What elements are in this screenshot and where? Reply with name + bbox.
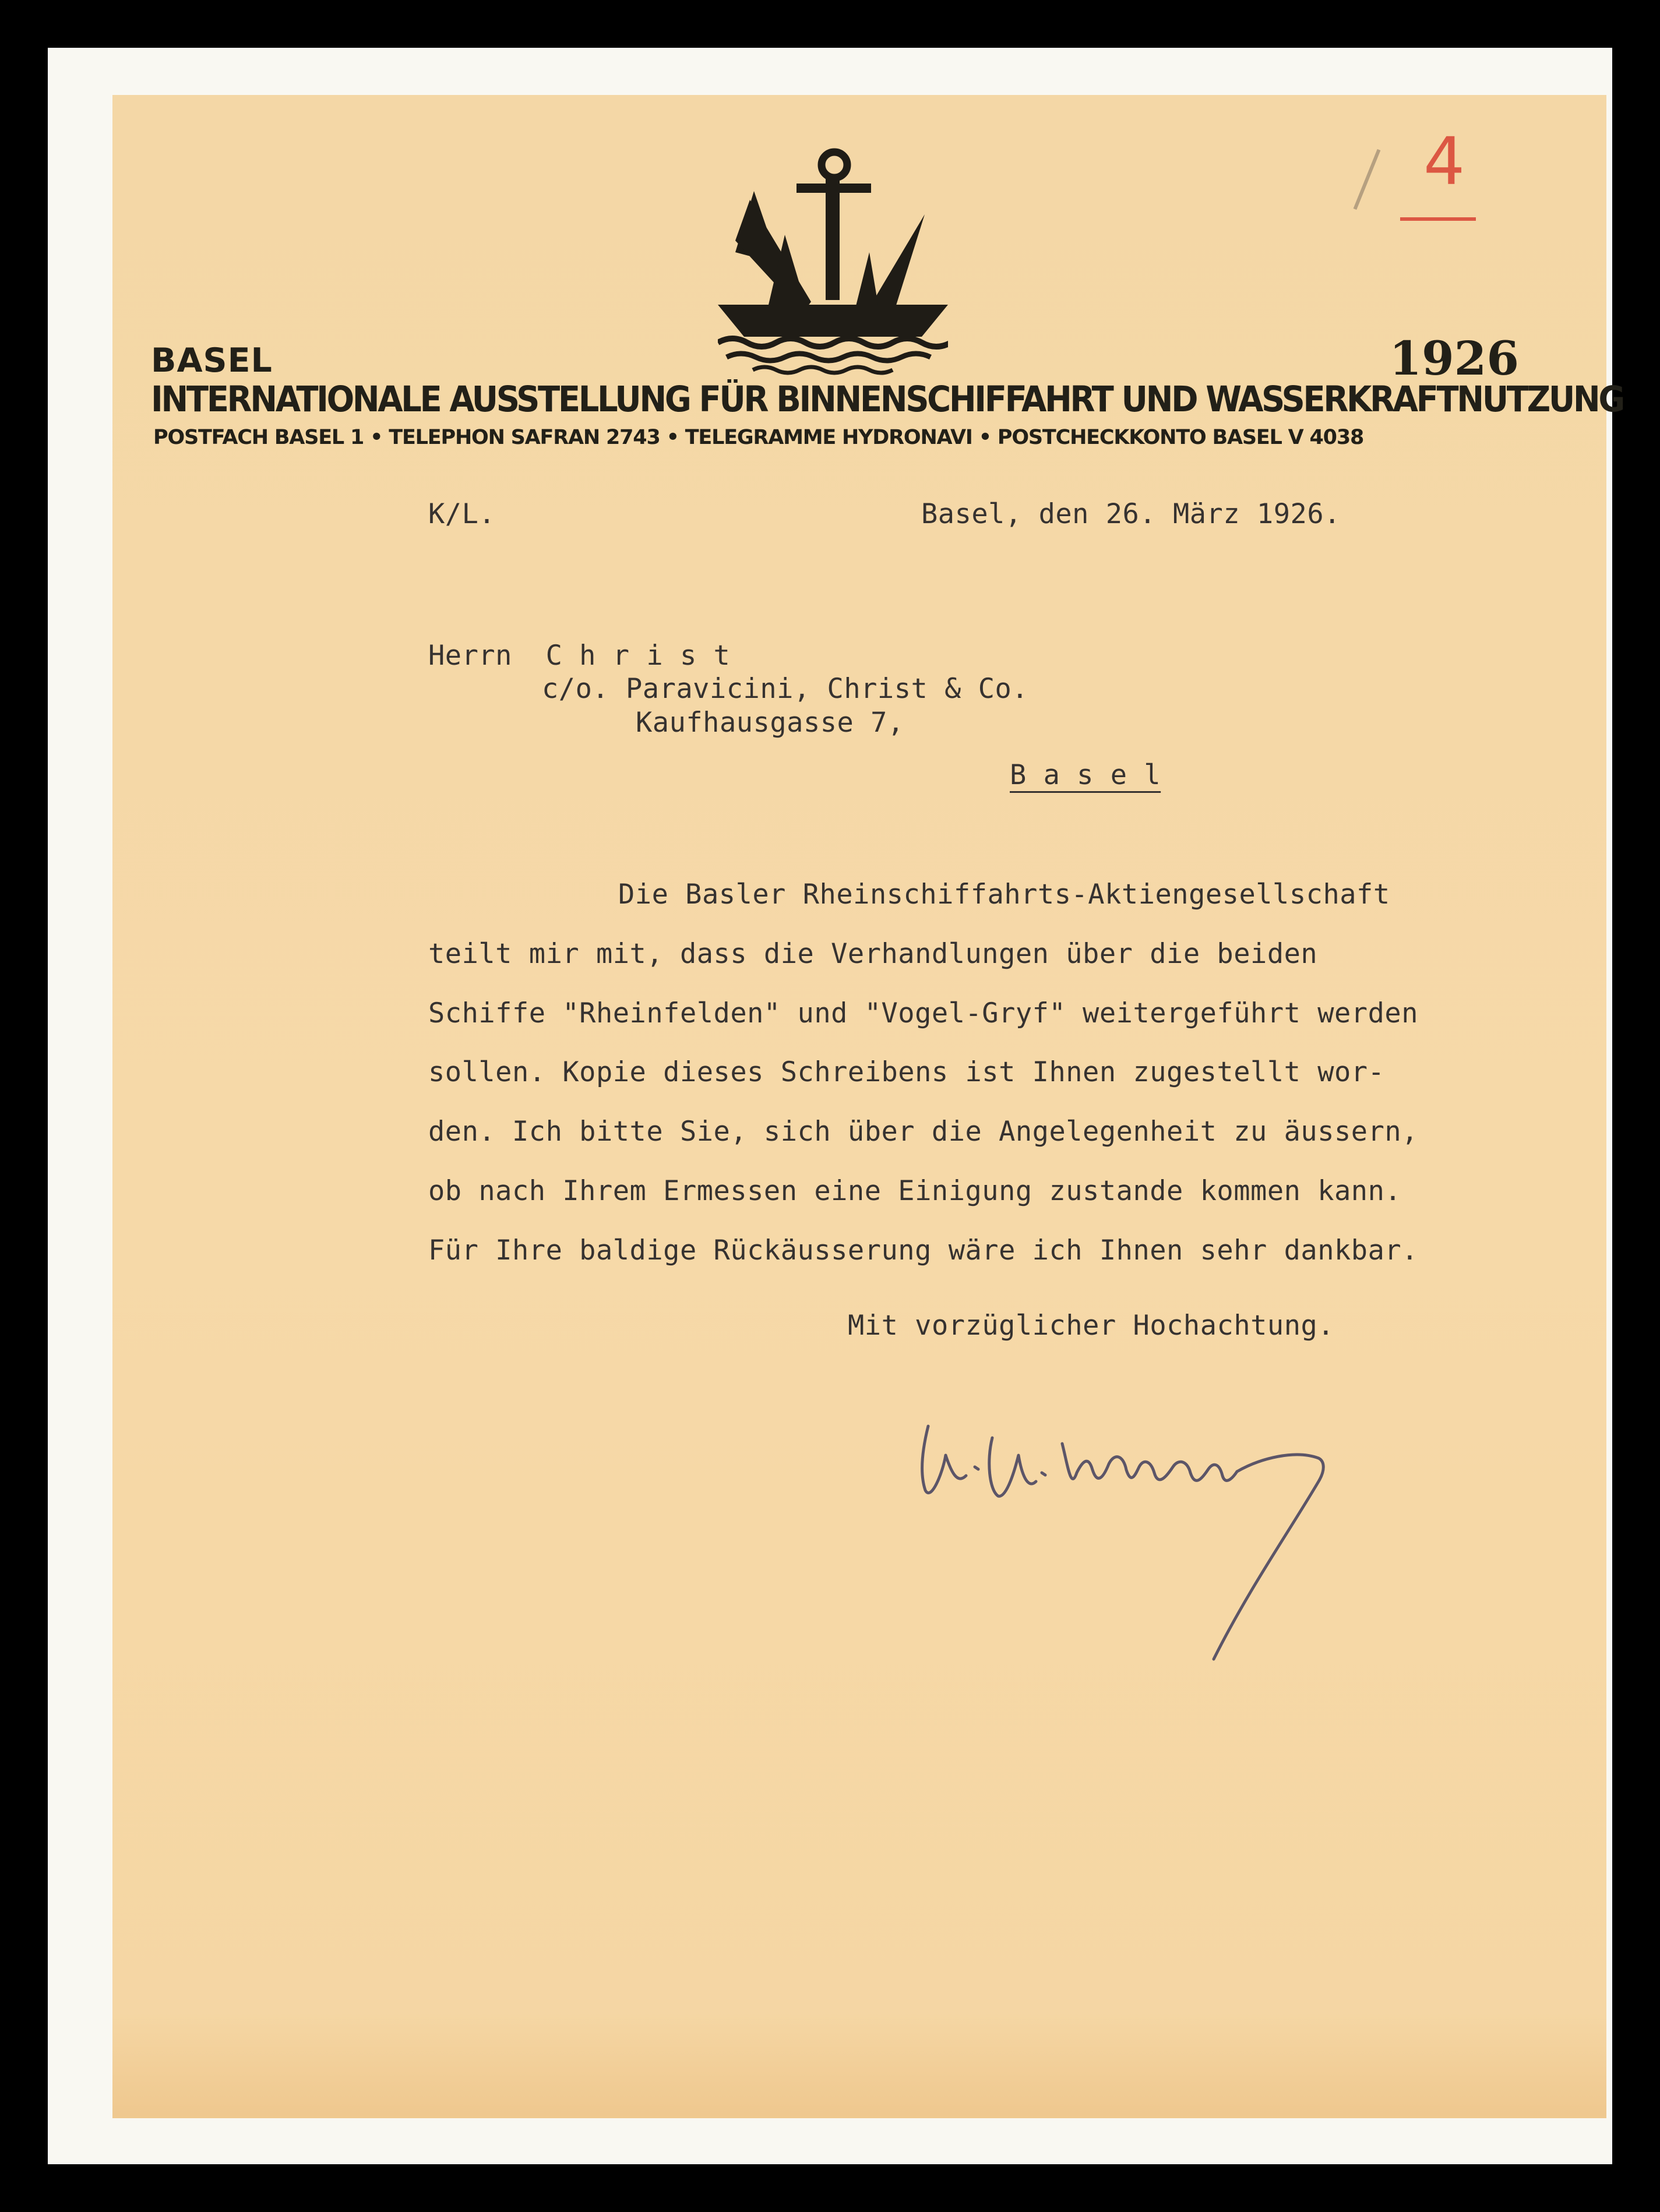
recipient-name: Herrn C h r i s t	[428, 640, 731, 672]
pencil-mark	[1354, 149, 1381, 210]
body-line: Die Basler Rheinschiffahrts-Aktiengesellschaft	[618, 879, 1390, 911]
body-line: den. Ich bitte Sie, sich über die Angelegenheit zu äussern,	[428, 1116, 1418, 1148]
paper-edge-band	[112, 2013, 1606, 2118]
body-line: teilt mir mit, dass die Verhandlungen über die beiden	[428, 938, 1318, 970]
letterhead-contact: POSTFACH BASEL 1 • TELEPHON SAFRAN 2743 • TELEGRAMME HYDRONAVI • POSTCHECKKONTO BASEL V 4038	[153, 426, 1364, 449]
body-line: ob nach Ihrem Ermessen eine Einigung zustande kommen kann.	[428, 1175, 1402, 1207]
body-line: Für Ihre baldige Rückäusserung wäre ich Ihnen sehr dankbar.	[428, 1234, 1418, 1266]
body-line: Schiffe "Rheinfelden" und "Vogel-Gryf" weitergeführt werden	[428, 997, 1418, 1029]
letterhead-city: BASEL	[151, 341, 273, 380]
recipient-address-line-2: Kaufhausgasse 7,	[636, 707, 904, 739]
reference-code: K/L.	[428, 498, 496, 530]
letterhead-title: INTERNATIONALE AUSSTELLUNG FÜR BINNENSCHIFFAHRT UND WASSERKRAFTNUTZUNG	[151, 379, 1623, 421]
recipient-city: B a s e l	[1010, 759, 1161, 791]
recipient-address-line-1: c/o. Paravicini, Christ & Co.	[542, 673, 1029, 705]
body-line: sollen. Kopie dieses Schreibens ist Ihnen zugestellt wor-	[428, 1056, 1385, 1088]
handwritten-signature	[911, 1356, 1505, 1682]
closing-line: Mit vorzüglicher Hochachtung.	[848, 1310, 1335, 1342]
letterhead-year: 1926	[1389, 331, 1519, 386]
archive-number: 4	[1423, 124, 1465, 200]
archive-number-underline	[1400, 217, 1476, 221]
letter-date: Basel, den 26. März 1926.	[921, 498, 1341, 530]
letter-page	[112, 95, 1623, 2118]
anchor-ship-logo-icon	[718, 147, 948, 380]
